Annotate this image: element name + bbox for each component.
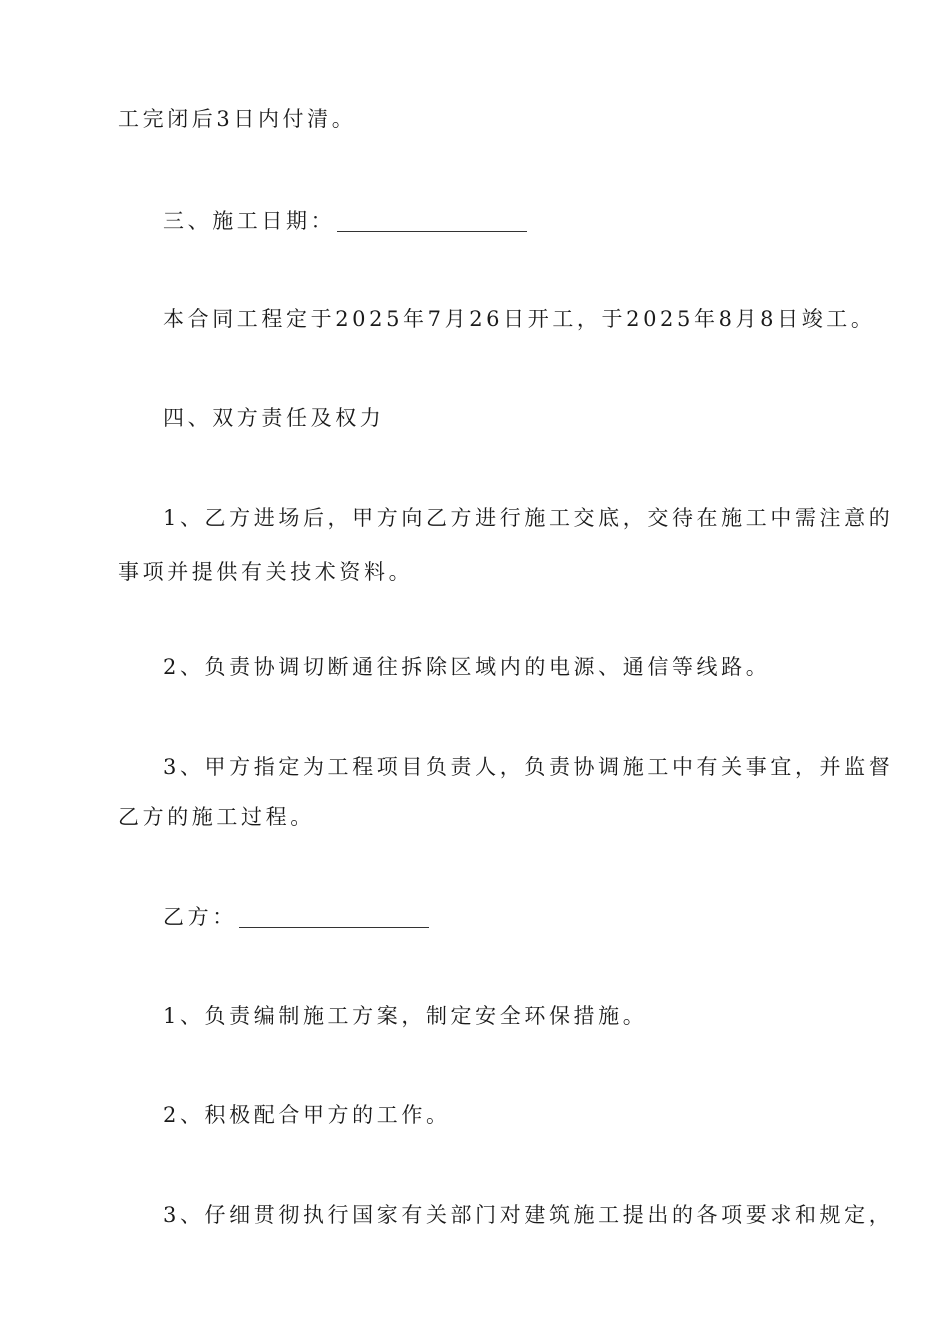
text-line-with-blank	[163, 902, 883, 932]
text-line-with-blank	[163, 206, 883, 236]
party-b-blank	[239, 926, 429, 928]
text-line: 2、负责协调切断通往拆除区域内的电源、通信等线路。	[163, 655, 771, 679]
party-b-label: 乙方：	[163, 905, 237, 929]
text-line: 乙方的施工过程。	[118, 805, 315, 829]
text-line: 3、甲方指定为工程项目负责人，负责协调施工中有关事宜，并监督	[163, 755, 894, 779]
text-line: 1、负责编制施工方案，制定安全环保措施。	[163, 1004, 648, 1028]
text-line: 1、乙方进场后，甲方向乙方进行施工交底，交待在施工中需注意的	[163, 506, 894, 530]
text-line: 事项并提供有关技术资料。	[118, 560, 414, 584]
text-line: 本合同工程定于2025年7月26日开工，于2025年8月8日竣工。	[163, 307, 876, 331]
construction-date-blank	[337, 230, 527, 232]
text-line: 3、仔细贯彻执行国家有关部门对建筑施工提出的各项要求和规定，	[163, 1203, 894, 1227]
text-line: 2、积极配合甲方的工作。	[163, 1103, 451, 1127]
text-line: 工完闭后3日内付清。	[118, 107, 357, 131]
construction-date-label: 三、施工日期：	[163, 209, 336, 233]
section-heading: 四、双方责任及权力	[163, 406, 385, 430]
